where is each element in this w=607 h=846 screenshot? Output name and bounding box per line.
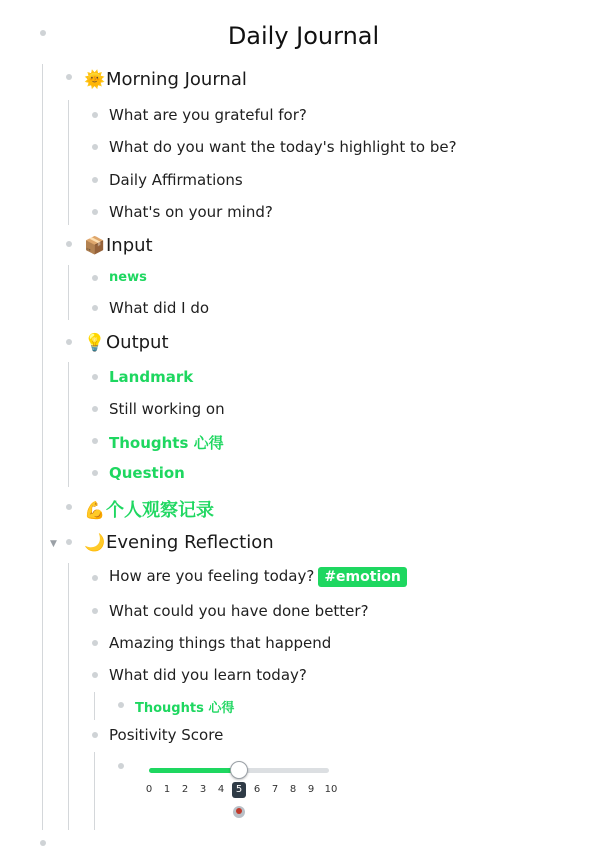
slider-tick-label: 8 — [289, 784, 297, 795]
moon-icon: 🌙 — [84, 533, 106, 553]
learn-guide-line — [94, 692, 95, 720]
slider-bullet[interactable] — [118, 763, 124, 769]
slider-tick-label: 2 — [181, 784, 189, 795]
list-item[interactable]: Positivity Score — [109, 726, 224, 744]
evening-guide-line — [68, 563, 69, 830]
list-item[interactable]: What did I do — [109, 299, 210, 317]
observation-page-link[interactable]: 个人观察记录 — [106, 500, 214, 521]
item-bullet[interactable] — [92, 470, 98, 476]
item-bullet[interactable] — [92, 305, 98, 311]
section-morning-journal[interactable] — [84, 69, 247, 90]
item-bullet[interactable] — [92, 275, 98, 281]
item-bullet[interactable] — [92, 575, 98, 581]
output-guide-line — [68, 362, 69, 487]
morning-guide-line — [68, 100, 69, 225]
item-bullet[interactable] — [92, 112, 98, 118]
slider-tick-label: 4 — [217, 784, 225, 795]
list-item[interactable]: What could you have done better? — [109, 602, 369, 620]
list-item[interactable]: Daily Affirmations — [109, 171, 243, 189]
item-bullet[interactable] — [92, 672, 98, 678]
section-title: Input — [106, 235, 153, 256]
section-bullet-evening[interactable] — [66, 539, 72, 545]
slider-tick-label: 1 — [163, 784, 171, 795]
item-bullet[interactable] — [92, 406, 98, 412]
section-title: Evening Reflection — [106, 532, 274, 553]
section-bullet-output[interactable] — [66, 339, 72, 345]
feeling-question: How are you feeling today? — [109, 567, 315, 585]
slider-tick-label: 7 — [271, 784, 279, 795]
slider-tick-label: 6 — [253, 784, 261, 795]
bottom-bullet[interactable] — [40, 840, 46, 846]
list-item[interactable]: What did you learn today? — [109, 666, 307, 684]
lightbulb-icon: 💡 — [84, 333, 106, 353]
slider-thumb[interactable] — [230, 761, 248, 779]
item-bullet[interactable] — [92, 608, 98, 614]
section-input[interactable] — [84, 235, 153, 256]
list-item[interactable]: Still working on — [109, 400, 225, 418]
section-observation[interactable] — [84, 496, 214, 522]
root-guide-line — [42, 64, 43, 830]
score-guide-line — [94, 752, 95, 830]
question-page-link[interactable]: Question — [109, 464, 185, 482]
section-title: Morning Journal — [106, 69, 247, 90]
page-title: Daily Journal — [227, 22, 380, 50]
item-bullet[interactable] — [92, 144, 98, 150]
section-output[interactable] — [84, 332, 169, 353]
slider-tick-label: 3 — [199, 784, 207, 795]
thoughts-page-link[interactable]: Thoughts 心得 — [135, 701, 235, 716]
section-bullet-input[interactable] — [66, 241, 72, 247]
news-page-link[interactable]: news — [109, 270, 147, 285]
list-item[interactable]: What are you grateful for? — [109, 106, 307, 124]
flexed-arm-icon: 💪 — [84, 501, 106, 521]
item-bullet[interactable] — [92, 640, 98, 646]
sub-item-bullet[interactable] — [118, 702, 124, 708]
item-bullet[interactable] — [92, 732, 98, 738]
item-bullet[interactable] — [92, 177, 98, 183]
section-title: Output — [106, 332, 169, 353]
slider-tick-label: 5 — [232, 782, 246, 798]
slider-tick-label: 9 — [307, 784, 315, 795]
list-item[interactable]: Amazing things that happend — [109, 634, 332, 652]
thoughts-page-link[interactable]: Thoughts 心得 — [109, 434, 224, 452]
chevron-down-icon[interactable]: ▼ — [50, 539, 57, 549]
section-bullet-observation[interactable] — [66, 504, 72, 510]
list-item[interactable]: What's on your mind? — [109, 203, 273, 221]
slider-tick-label: 10 — [324, 784, 338, 795]
slider-fill — [149, 768, 239, 773]
package-icon: 📦 — [84, 236, 106, 256]
avatar — [233, 806, 245, 818]
section-evening-reflection[interactable] — [84, 532, 274, 553]
sun-icon: 🌞 — [84, 70, 106, 90]
emotion-tag[interactable]: #emotion — [318, 567, 407, 587]
landmark-page-link[interactable]: Landmark — [109, 368, 194, 386]
list-item[interactable]: What do you want the today's highlight to be? — [109, 138, 457, 156]
input-guide-line — [68, 265, 69, 320]
item-bullet[interactable] — [92, 209, 98, 215]
list-item[interactable] — [109, 567, 407, 587]
section-bullet-morning[interactable] — [66, 74, 72, 80]
slider-tick-label: 0 — [145, 784, 153, 795]
item-bullet[interactable] — [92, 438, 98, 444]
item-bullet[interactable] — [92, 374, 98, 380]
